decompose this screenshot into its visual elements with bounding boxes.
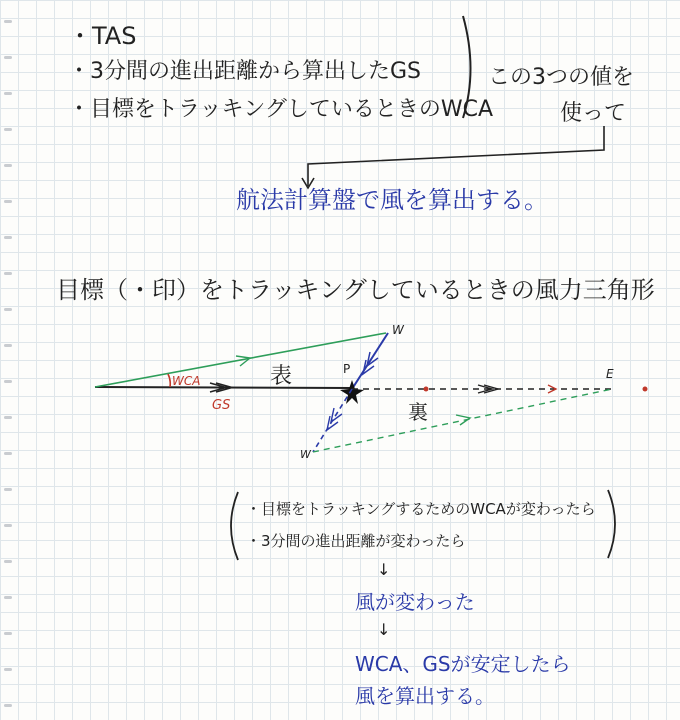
note-item-wca: ・目標をトラッキングするためのWCAが変わったら [246,500,596,518]
target-dot-e [643,387,648,392]
tas-line-back [313,389,612,452]
label-w-top: W [392,323,404,337]
input-item-tas: ・TAS [68,22,137,50]
top-list-bracket [463,16,471,118]
note-bracket-right [608,490,615,558]
label-e: E [606,367,614,381]
flow-step-wind-changed: 風が変わった [355,590,475,614]
flow-arrow-2: ↓ [377,620,391,639]
target-dot [424,387,429,392]
label-gs: GS [212,398,231,413]
bracket-note-line2: 使って [560,101,627,126]
label-front: 表 [270,364,293,389]
wca-arc [168,374,170,387]
note-bracket-left [231,492,238,560]
diagram-heading: 目標（・印）をトラッキングしているときの風力三角形 [56,276,655,304]
label-p: P [343,362,351,376]
input-item-gs: ・3分間の進出距離から算出したGS [68,59,422,84]
input-item-wca: ・目標をトラッキングしているときのWCA [68,97,494,122]
result-line: 航法計算盤で風を算出する。 [236,186,548,214]
flow-step-stable-line2: 風を算出する。 [355,684,495,708]
point-p-marker [340,380,364,404]
wind-vector-front [352,333,388,389]
label-w-bottom: W [300,448,311,461]
flow-step-stable-line1: WCA、GSが安定したら [355,652,571,676]
note-item-distance: ・3分間の進出距離が変わったら [246,532,466,550]
label-back: 裏 [408,400,428,424]
bracket-note-line1: この3つの値を [488,65,634,90]
pointer-arrow [308,126,604,186]
label-wca: WCA [172,374,201,388]
tas-line [95,333,386,387]
flow-arrow-1: ↓ [377,560,391,579]
